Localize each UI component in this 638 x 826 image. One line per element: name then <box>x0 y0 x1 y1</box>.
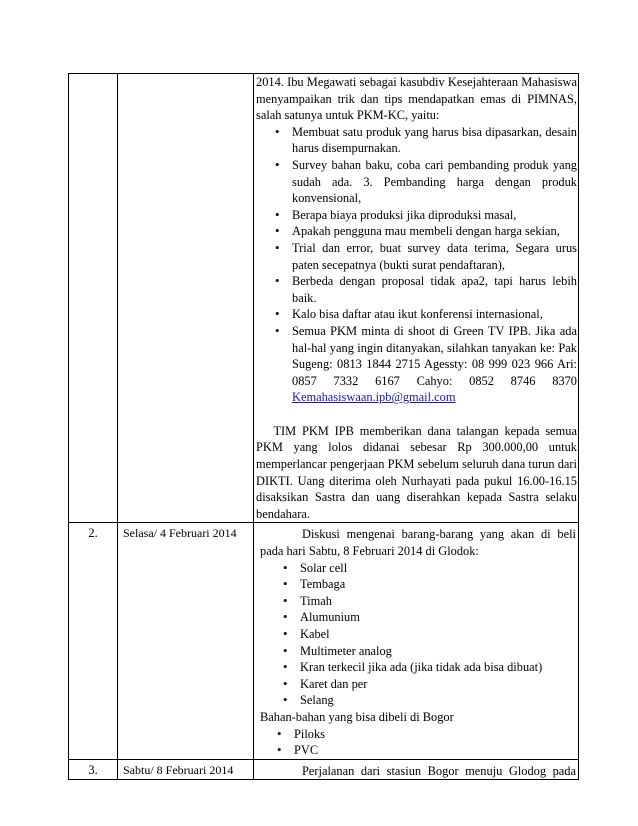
table-row <box>69 759 579 780</box>
row1-date-cell <box>118 74 254 523</box>
email-link[interactable]: Kemahasiswaan.ipb@gmail.com <box>292 390 456 405</box>
row3-date-cell: Sabtu/ 8 Februari 2014 <box>118 759 254 780</box>
list-item: • Alumunium <box>260 609 576 626</box>
list-item: • Berbeda dengan proposal tidak apa2, tapi harus lebih baik. <box>256 273 577 306</box>
list-item: • Kabel <box>260 626 576 643</box>
list-item: • Apakah pengguna mau membeli dengan harga sekian, <box>256 223 577 240</box>
list-item <box>256 323 577 406</box>
list-item: • Solar cell <box>260 560 576 577</box>
bogor-items-list <box>260 726 576 759</box>
row2-intro: Diskusi mengenai barang-barang yang akan di beli pada hari Sabtu, 8 Februari 2014 di Glodok: <box>260 527 576 559</box>
row2-activity-cell <box>254 523 579 759</box>
glodok-items-list <box>260 560 576 709</box>
list-item: • Kran terkecil jika ada (jika tidak ada bisa dibuat) <box>260 659 576 676</box>
row2-date-cell: Selasa/ 4 Februari 2014 <box>118 523 254 759</box>
list-item: • Tembaga <box>260 576 576 593</box>
row1-intro: 2014. Ibu Megawati sebagai kasubdiv Kesejahteraan Mahasiswa menyampaikan trik dan tips mendapatkan emas di PIMNAS, salah satunya untuk PKM-KC, yaitu: <box>256 75 577 123</box>
row1-number-cell <box>69 74 118 523</box>
row1-closing-paragraph <box>256 423 577 523</box>
list-item: • Trial dan error, buat survey data terima, Segara urus paten secepatnya (bukti surat pendaftaran), <box>256 240 577 273</box>
row3-text: Perjalanan dari stasiun Bogor menuju Glodog pada <box>302 763 576 778</box>
row3-activity-cell <box>254 759 579 780</box>
row3-number-cell: 3. <box>69 759 118 780</box>
contact-text: Semua PKM minta di shoot di Green TV IPB. Jika ada hal-hal yang ingin ditanyakan, silahkan tanyakan ke: Pak Sugeng: 0813 1844 2715 Agessty: 08 999 023 966 Ari: 0857 7332 6167 Cahyo: 0852 8746 8370 <box>292 323 577 388</box>
list-item: • Survey bahan baku, coba cari pembanding produk yang sudah ada. 3. Pembanding harga dengan produk konvensional, <box>256 157 577 207</box>
row2-number-cell: 2. <box>69 523 118 759</box>
list-item: • Multimeter analog <box>260 643 576 660</box>
bogor-label: Bahan-bahan yang bisa dibeli di Bogor <box>260 709 454 724</box>
list-item: • Membuat satu produk yang harus bisa dipasarkan, desain harus disempurnakan. <box>256 124 577 157</box>
table-row <box>69 523 579 759</box>
list-item: • Berapa biaya produksi jika diproduksi masal, <box>256 207 577 224</box>
list-item: • Selang <box>260 692 576 709</box>
table-row <box>69 74 579 523</box>
tips-list <box>256 124 577 406</box>
list-item: • Kalo bisa daftar atau ikut konferensi internasional, <box>256 306 577 323</box>
list-item: • Karet dan per <box>260 676 576 693</box>
row1-activity-cell <box>254 74 579 523</box>
closing-text: TIM PKM IPB memberikan dana talangan kepada semua PKM yang lolos didanai sebesar Rp 300.000,00 untuk memperlancar pengerjaan PKM sebelum seluruh dana turun dari DIKTI. Uang diterima oleh Nurhayati pada pukul 16.00-16.15 disaksikan Sastra dan uang diserahkan kepada Sastra selaku bendahara. <box>256 423 577 521</box>
spacer <box>256 406 577 423</box>
activity-log-table <box>68 73 579 780</box>
list-item: • Timah <box>260 593 576 610</box>
list-item: • Piloks <box>260 726 576 743</box>
list-item: • PVC <box>260 742 576 759</box>
